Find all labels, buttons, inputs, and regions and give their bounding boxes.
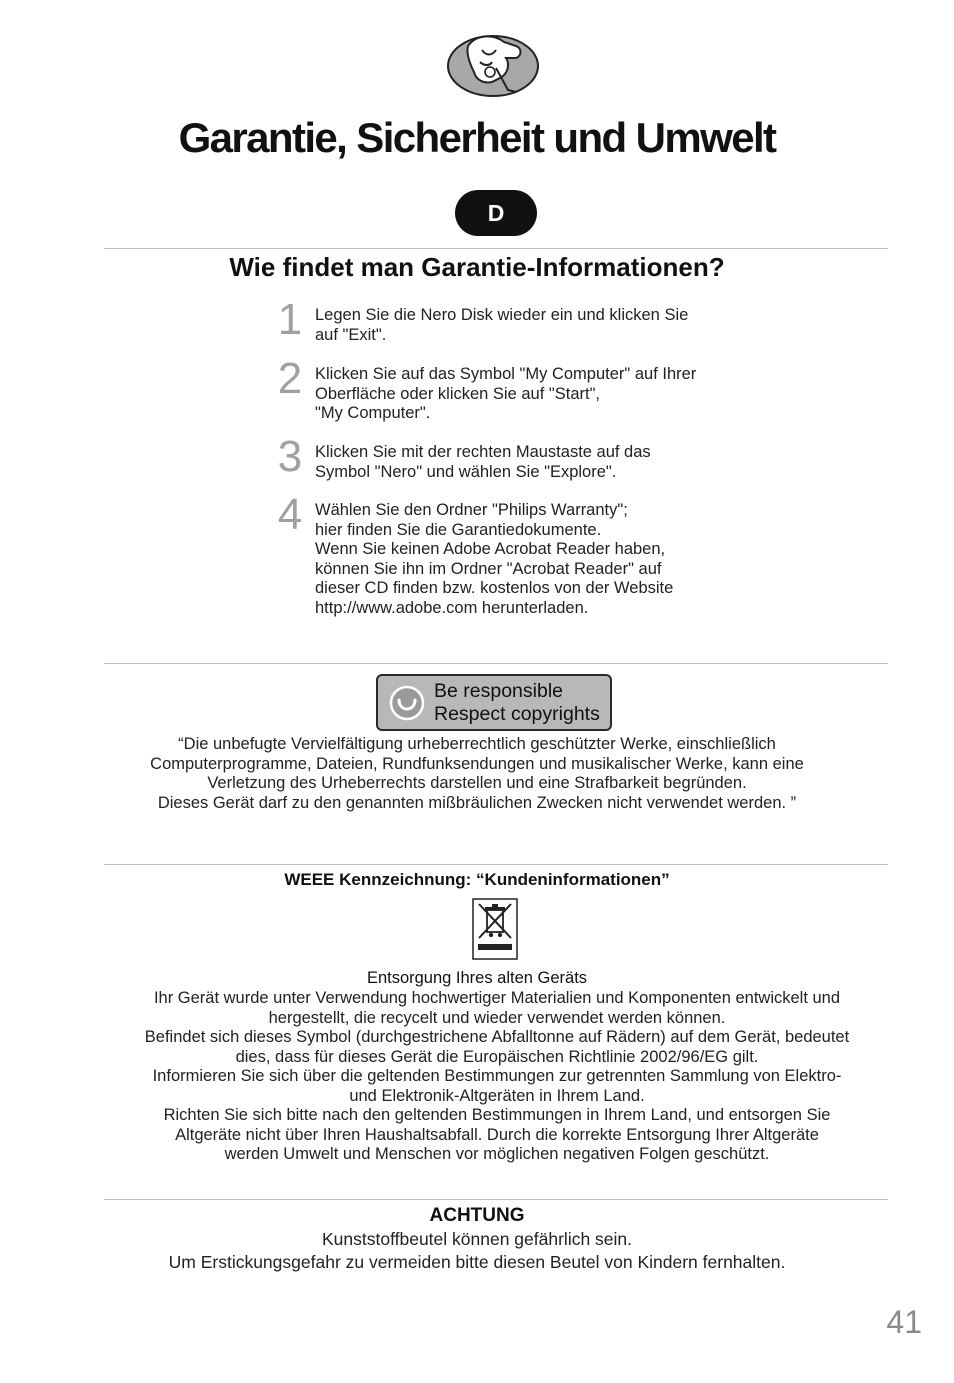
step-number: 4 — [277, 490, 303, 539]
warning-title: ACHTUNG — [429, 1205, 525, 1226]
disposal-text: Ihr Gerät wurde unter Verwendung hochwertiger Materialien und Komponenten entwickelt und hergestellt, die recycelt und wieder verwendet werden können. Befindet sich dieses Symbol (durchgestrichene Abfalltonne auf Rädern) auf dem Gerät, bedeutet dies, dass für dieses Gerät die Europäischen Richtlinie 2002/96/EG gilt. Informieren Sie sich über die geltenden Bestimmungen zur getrennten Sammlung von Elektro- und Elektronik-Altgeräten in Ihrem Land. Richten Sie sich bitte nach den geltenden Bestimmungen in Ihrem Land, und entsorgen Sie Altgeräte nicht über Ihren Haushaltsabfall. Durch die korrekte Entsorgung Ihrer Altgeräte werden Umwelt und Menschen vor möglichen negativen Folgen geschützt. — [144, 989, 850, 1164]
step-item — [270, 295, 730, 356]
step-item — [270, 354, 730, 429]
step-item — [270, 490, 730, 625]
step-number: 3 — [277, 432, 303, 481]
badge-line-1: Be responsible — [434, 680, 563, 702]
page-number: 41 — [886, 1304, 922, 1340]
step-text: Klicken Sie auf das Symbol "My Computer" auf Ihrer Oberfläche oder klicken Sie auf "Start", "My Computer". — [315, 365, 697, 423]
step-number: 1 — [277, 295, 303, 344]
step-text: Wählen Sie den Ordner "Philips Warranty"; hier finden Sie die Garantiedokumente. Wenn Sie keinen Adobe Acrobat Reader haben, können Sie ihn im Ordner "Acrobat Reader" auf dieser CD finden bzw. kostenlos von der Website http://www.adobe.com herunterladen. — [315, 501, 674, 617]
smile-icon — [389, 685, 425, 721]
page-title: Garantie, Sicherheit und Umwelt — [178, 114, 776, 161]
section-divider — [104, 864, 888, 865]
pointing-hand-icon — [446, 28, 540, 98]
disposal-title: Entsorgung Ihres alten Geräts — [366, 969, 588, 987]
step-text: Klicken Sie mit der rechten Maustaste auf das Symbol "Nero" und wählen Sie "Explore". — [315, 443, 651, 481]
copyright-badge — [376, 674, 612, 731]
weee-title: WEEE Kennzeichnung: “Kundeninformationen” — [284, 870, 670, 889]
warning-text: Kunststoffbeutel können gefährlich sein. Um Erstickungsgefahr zu vermeiden bitte diesen Beutel von Kindern fernhalten. — [168, 1229, 786, 1272]
section-divider — [104, 1199, 888, 1200]
badge-line-2: Respect copyrights — [434, 703, 600, 725]
crossed-bin-icon — [472, 898, 518, 960]
step-item — [270, 432, 730, 489]
section-divider — [104, 663, 888, 664]
language-badge: D — [455, 190, 537, 236]
section-divider — [104, 248, 888, 249]
copyright-notice: “Die unbefugte Vervielfältigung urheberrechtlich geschützter Werke, einschließlich Computerprogramme, Dateien, Rundfunksendungen und musikalischer Werke, kann eine Verletzung des Urheberrechts darstellen und eine Strafbarkeit begründen. Dieses Gerät darf zu den genannten mißbräulichen Zwecken nicht verwendet werden. ” — [150, 735, 804, 812]
section-title: Wie findet man Garantie-Informationen? — [229, 252, 725, 282]
step-number: 2 — [277, 354, 303, 403]
step-text: Legen Sie die Nero Disk wieder ein und klicken Sie auf "Exit". — [315, 306, 689, 344]
